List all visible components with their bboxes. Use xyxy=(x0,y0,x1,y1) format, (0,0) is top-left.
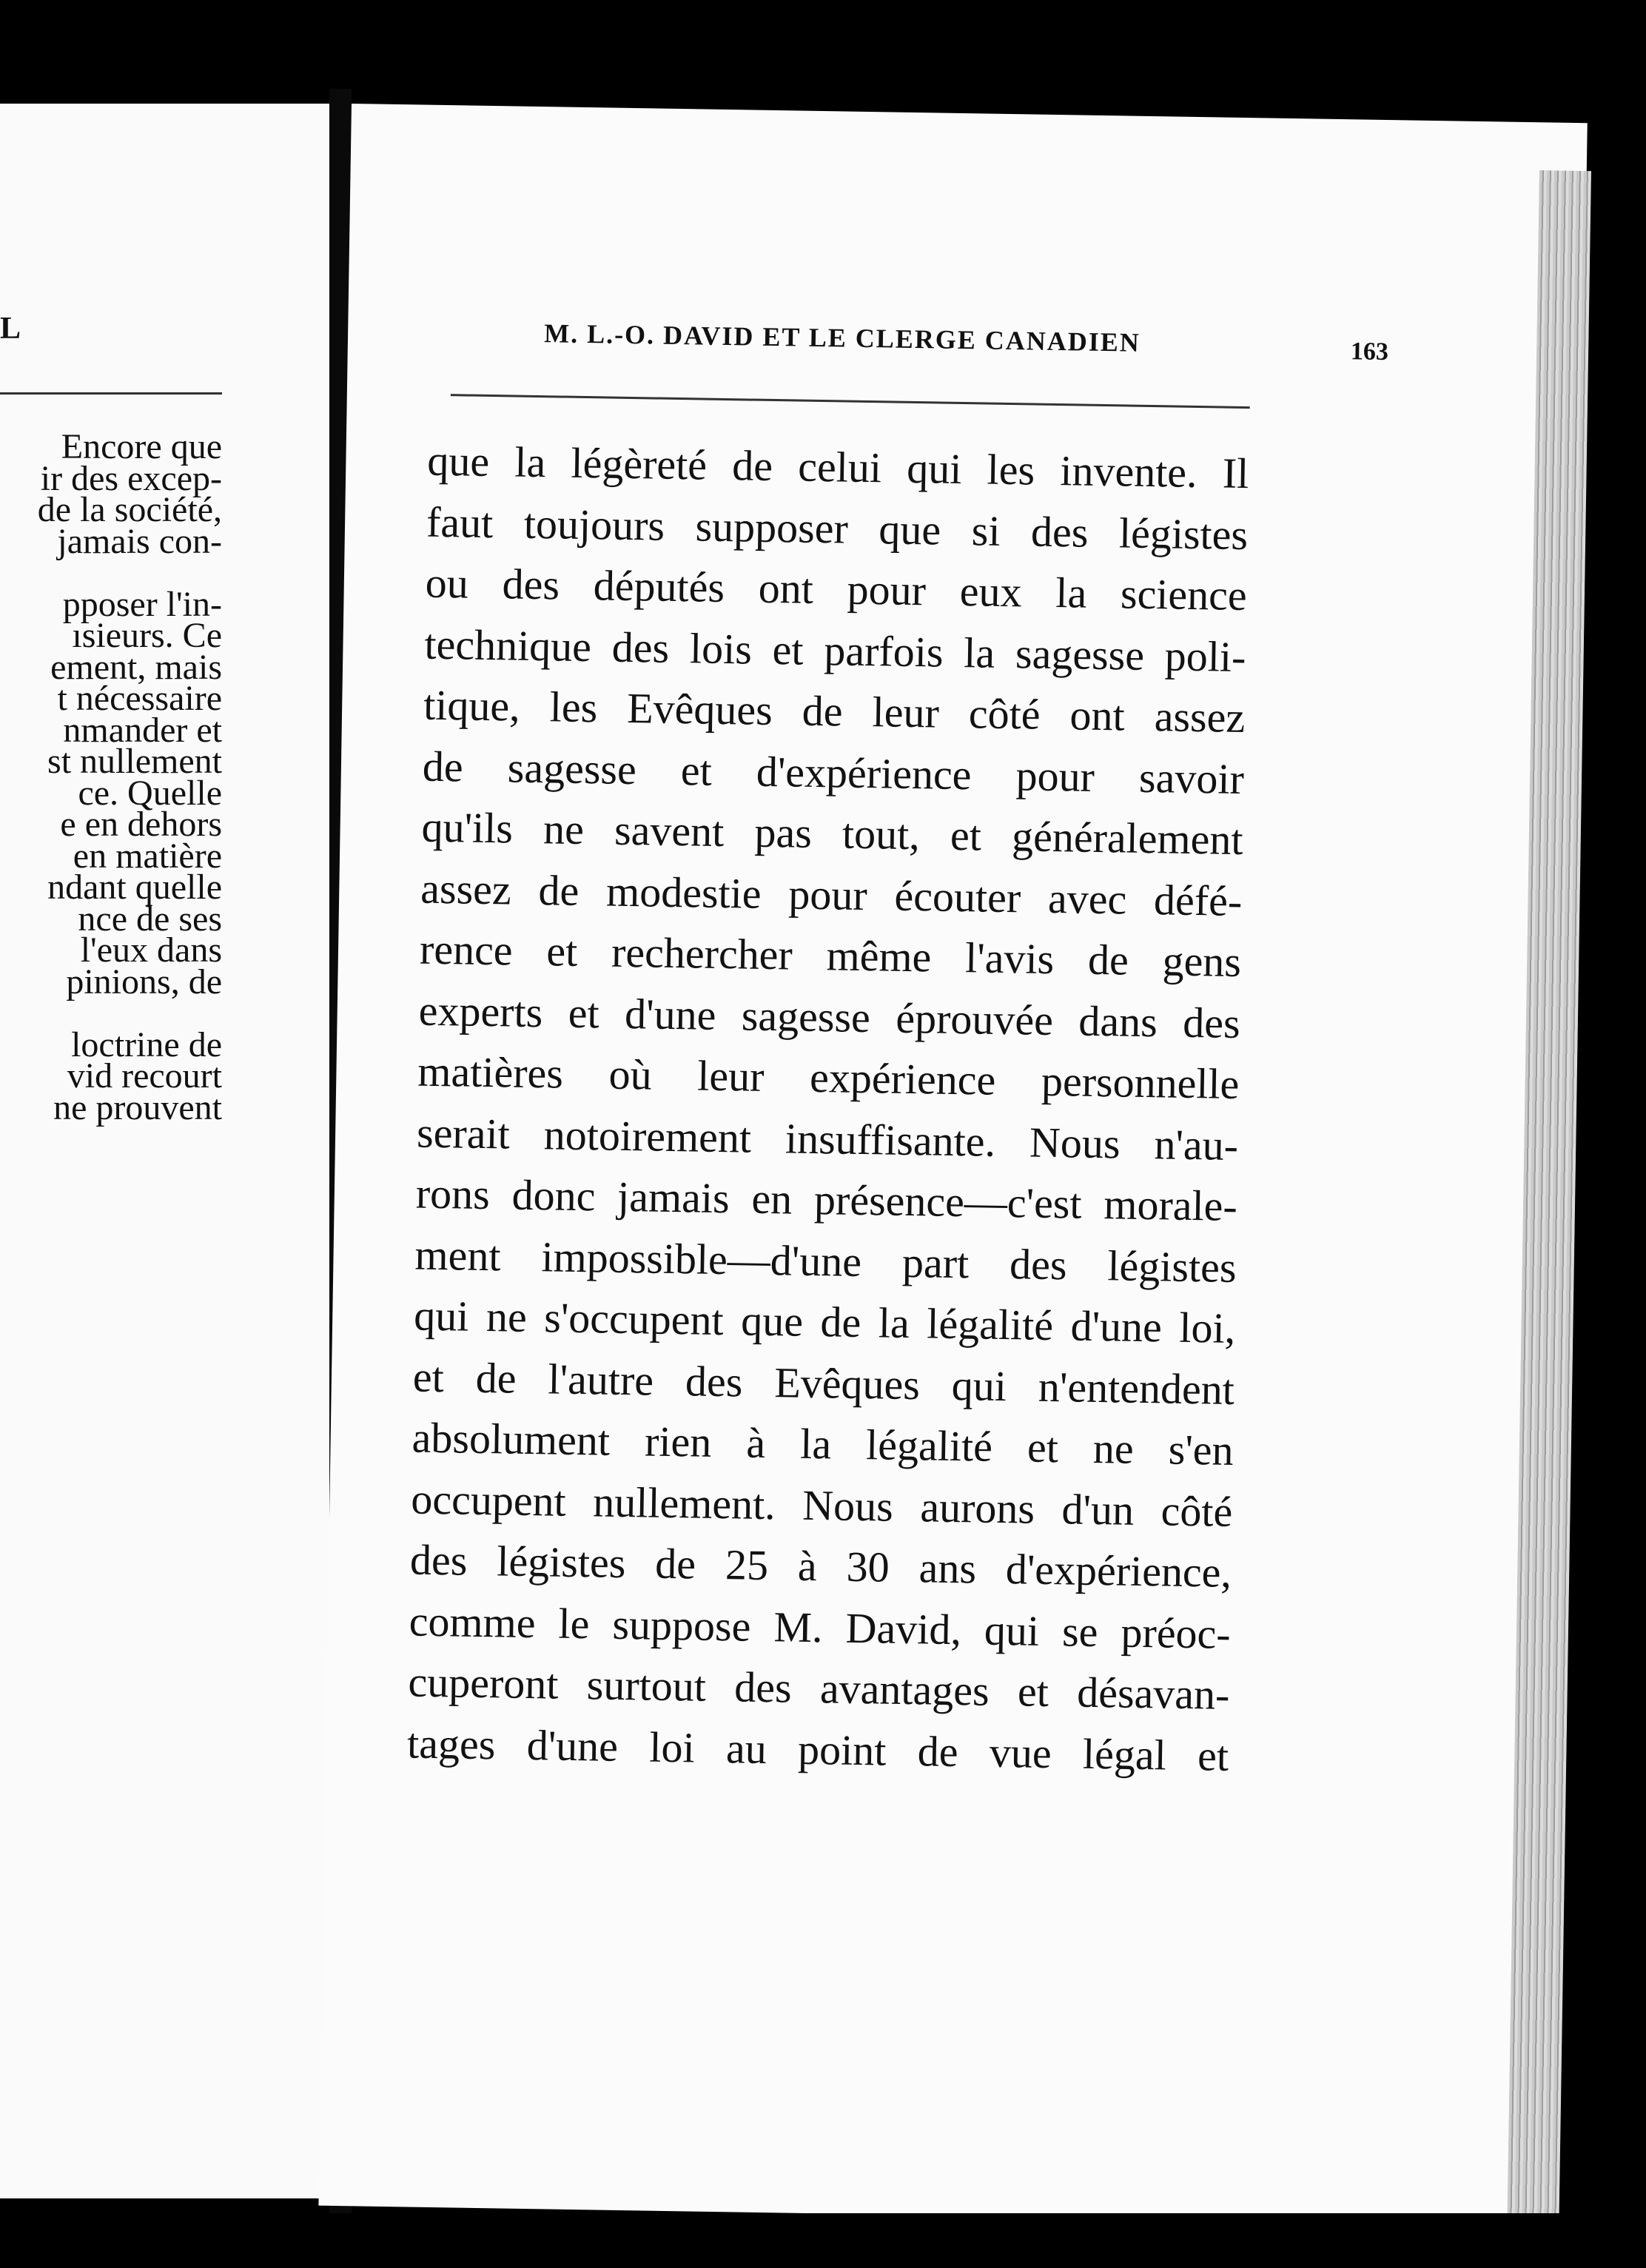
left-text-line: t nécessaire xyxy=(57,679,222,718)
left-text-line: ısieurs. Ce xyxy=(72,616,222,655)
body-text-line: ou des députés ont pour eux la science xyxy=(425,558,1248,620)
body-text-line: tique, les Evêques de leur côté ont assez xyxy=(423,680,1246,742)
running-head xyxy=(543,318,1617,366)
body-text-line: faut toujours supposer que si des légistes xyxy=(426,497,1249,559)
body-text-line: absolument rien à la légalité et ne s'en xyxy=(412,1413,1234,1474)
right-page xyxy=(318,104,1587,2225)
body-text-line: rence et rechercher même l'avis de gens xyxy=(419,925,1242,987)
left-text-line: e en dehors xyxy=(60,805,222,844)
left-header-rule xyxy=(0,392,222,395)
left-text-line: loctrine de xyxy=(71,1024,222,1064)
scan-bottom-border xyxy=(0,2213,1646,2268)
body-text-line: experts et d'une sagesse éprouvée dans des xyxy=(418,986,1241,1047)
body-text-line: rons donc jamais en présence—c'est morale- xyxy=(415,1169,1238,1230)
left-page xyxy=(0,104,337,2198)
body-text-line: ment impossible—d'une part des légistes xyxy=(414,1230,1237,1292)
left-text-line: en matière xyxy=(73,836,222,876)
body-text-line: et de l'autre des Evêques qui n'entendent xyxy=(412,1352,1235,1414)
header-rule xyxy=(451,394,1250,409)
body-text-line: serait notoirement insuffisante. Nous n'au- xyxy=(416,1108,1239,1170)
left-text-line: jamais con- xyxy=(57,521,222,561)
left-text-line: de la société, xyxy=(37,490,222,529)
left-text-line: ndant quelle xyxy=(47,868,222,907)
left-text-line: l'eux dans xyxy=(80,930,222,970)
left-running-head-fragment: L xyxy=(0,312,21,346)
body-text-line: matières où leur expérience personnelle xyxy=(417,1047,1240,1108)
running-title: M. L.-O. DAVID ET LE CLERGE CANADIEN xyxy=(543,318,1141,358)
body-text-line: assez de modestie pour écouter avec défé- xyxy=(420,864,1243,925)
body-text-line: tages d'une loi au point de vue légal et xyxy=(406,1718,1229,1780)
left-text-line: ce. Quelle xyxy=(78,773,222,813)
body-text-line: qui ne s'occupent que de la légalité d'une loi, xyxy=(413,1291,1236,1352)
left-text-line: Encore que xyxy=(61,427,222,466)
left-text-line: ne prouvent xyxy=(53,1087,222,1127)
left-text-line: st nullement xyxy=(47,742,222,781)
body-text-line: occupent nullement. Nous aurons d'un côté xyxy=(410,1474,1233,1536)
body-text-line: de sagesse et d'expérience pour savoir xyxy=(422,742,1245,803)
page-number: 163 xyxy=(1350,338,1389,366)
left-text-line: nmander et xyxy=(63,710,222,750)
left-text-line: ement, mais xyxy=(50,647,222,687)
body-text-line: des légistes de 25 à 30 ans d'expérience, xyxy=(409,1535,1232,1597)
left-text-line: ir des excep- xyxy=(40,458,222,498)
body-text-line: que la légèreté de celui qui les invente. Il xyxy=(426,436,1249,498)
left-text-line: vid recourt xyxy=(67,1056,222,1096)
body-text-line: cuperont surtout des avantages et désavan- xyxy=(408,1657,1230,1719)
left-text-line: nce de ses xyxy=(78,899,222,939)
body-text-line: qu'ils ne savent pas tout, et généralement xyxy=(421,802,1244,865)
body-text-line: technique des lois et parfois la sagesse poli- xyxy=(424,620,1246,681)
left-text-line: pposer l'in- xyxy=(62,584,222,624)
body-text-line: comme le suppose M. David, qui se préoc- xyxy=(409,1596,1232,1658)
left-text-line: pinions, de xyxy=(66,962,222,1002)
body-text xyxy=(407,431,1249,1787)
